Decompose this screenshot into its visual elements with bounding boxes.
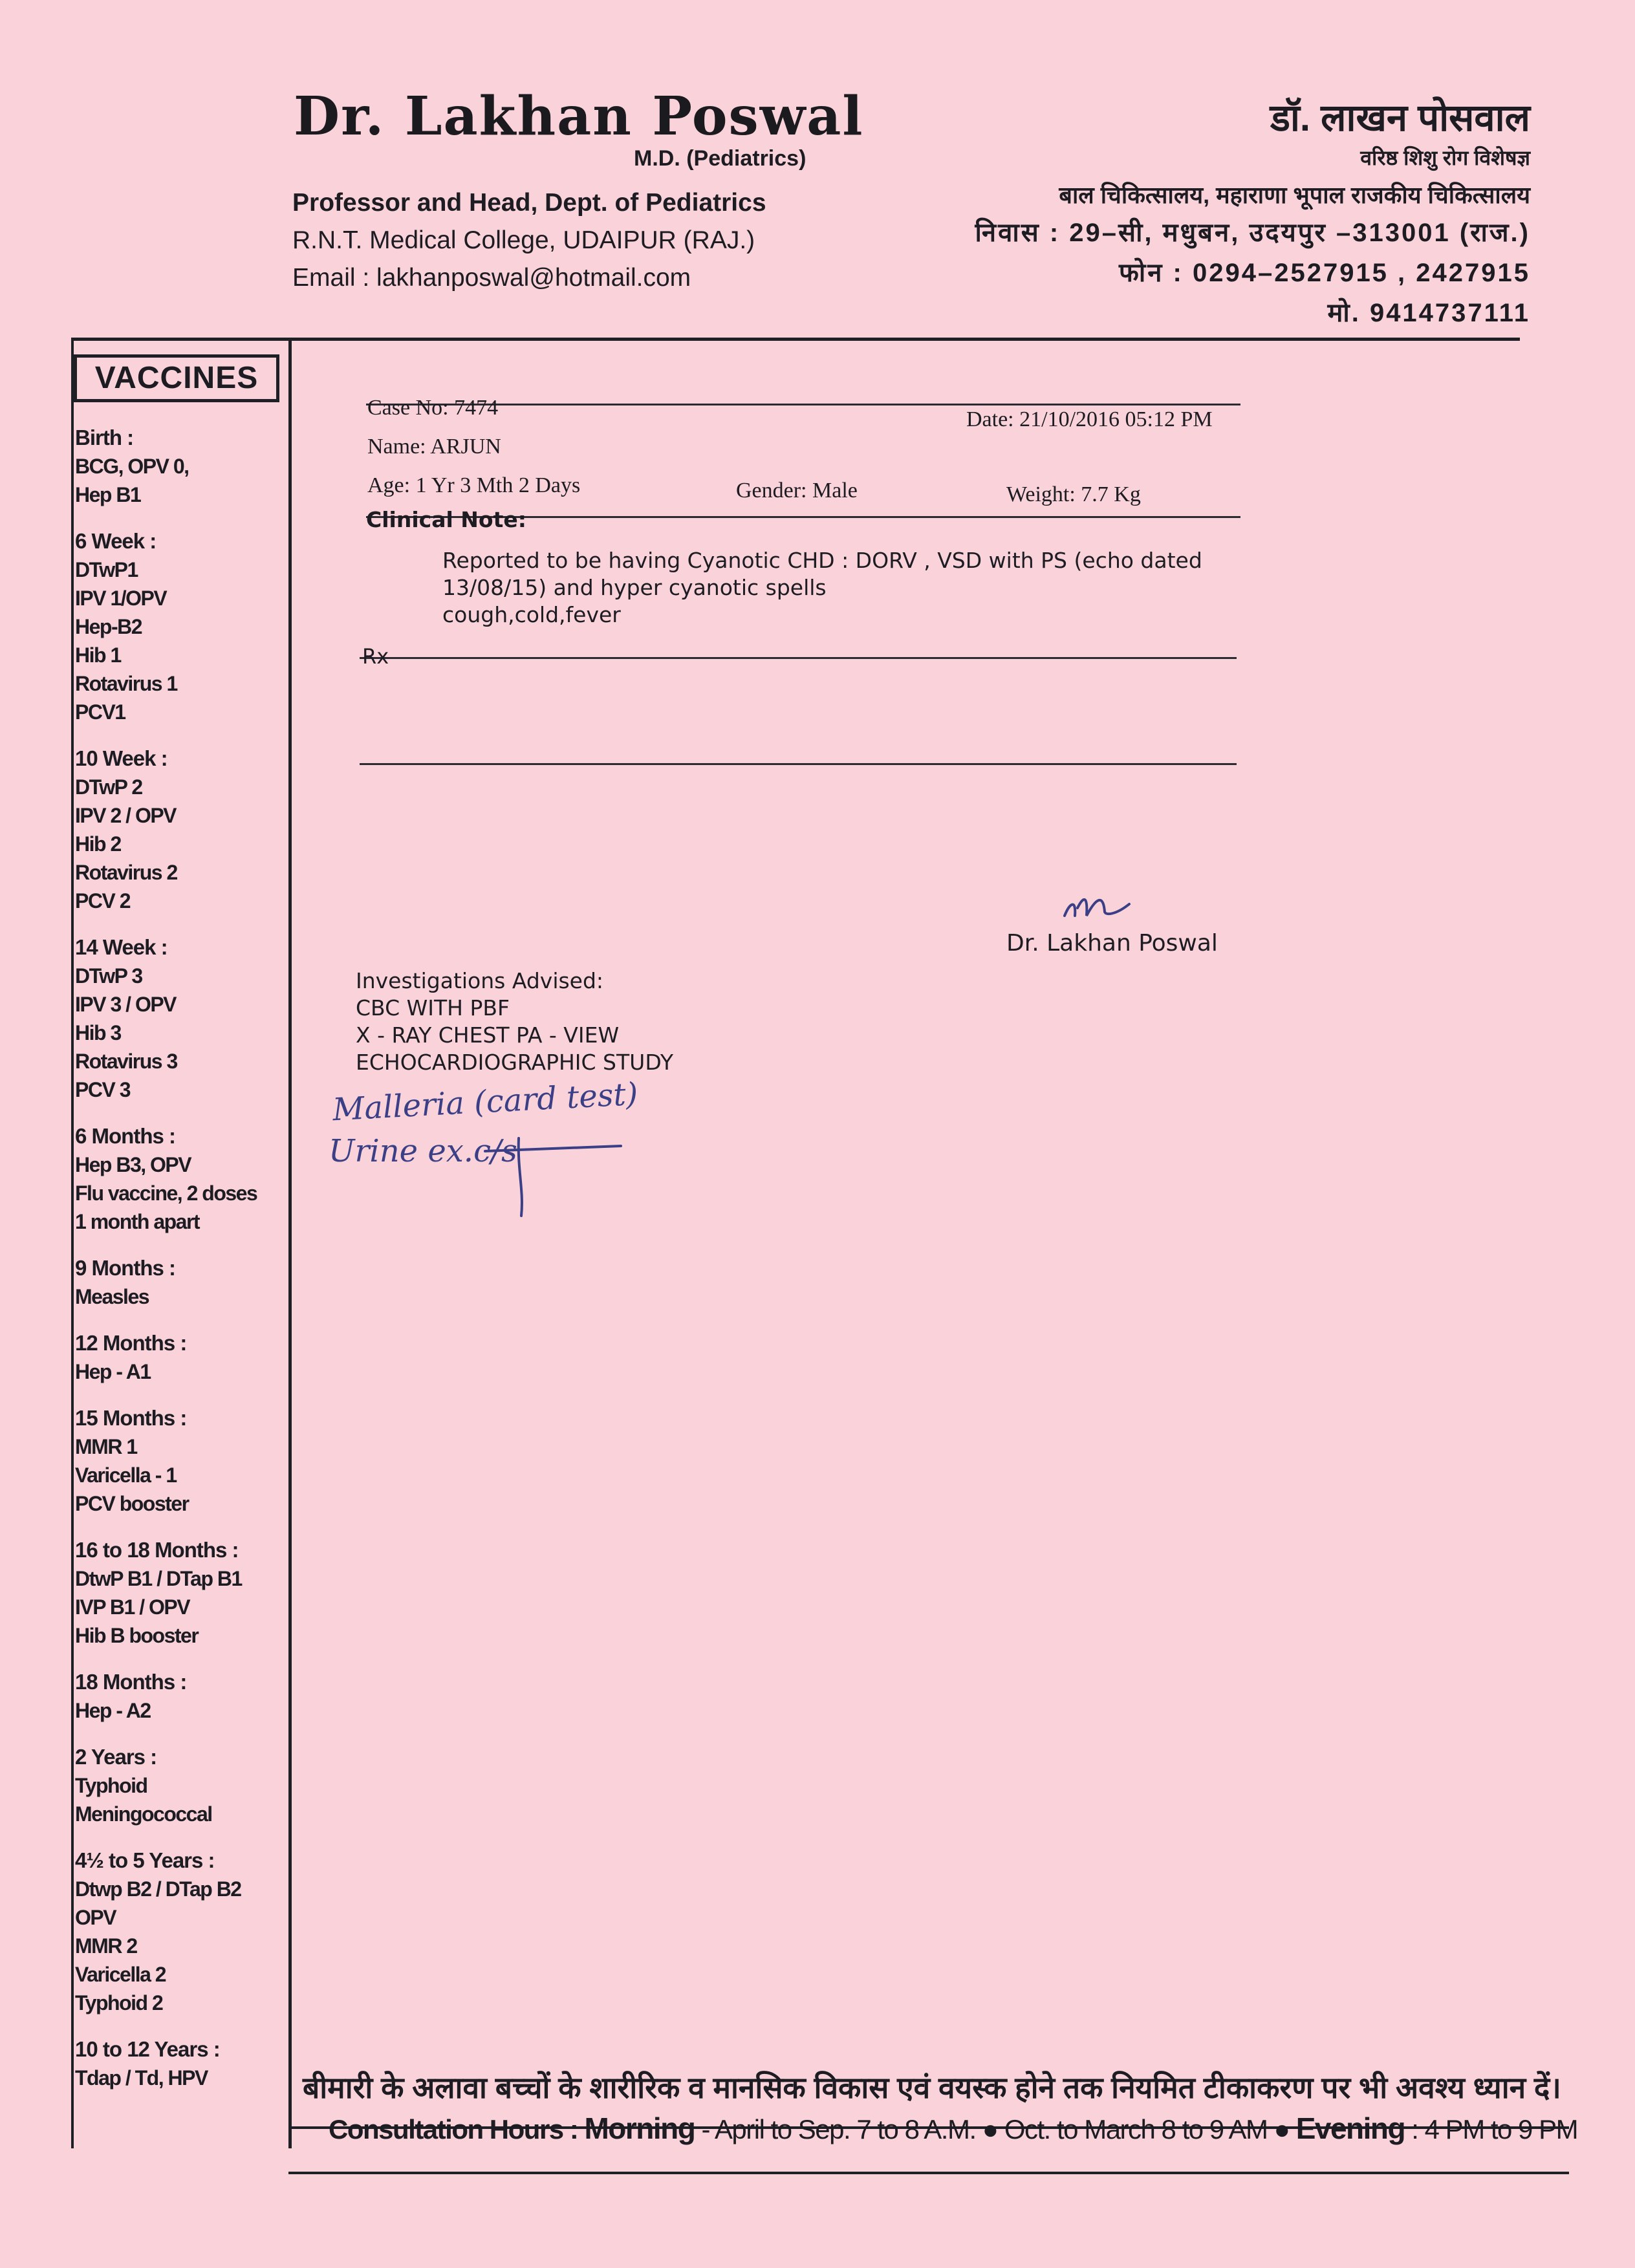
vaccine-item: IVP B1 / OPV [75, 1595, 190, 1619]
vaccine-item: Meningococcal [75, 1802, 212, 1826]
vaccine-item: IPV 1/OPV [75, 587, 167, 610]
sidebar-left-border [71, 338, 74, 2148]
hours-label: Consultation Hours : [329, 2114, 578, 2144]
vaccine-item: Rotavirus 1 [75, 672, 177, 695]
vaccine-item: Hep - A2 [75, 1699, 151, 1722]
vaccine-item: Tdap / Td, HPV [75, 2066, 208, 2090]
vaccine-item: PCV booster [75, 1492, 189, 1515]
vaccine-item: Rotavirus 3 [75, 1050, 177, 1073]
pen-stroke [479, 1099, 627, 1222]
vaccine-item: Hep B1 [75, 483, 141, 506]
vaccine-item: Hib B booster [75, 1624, 199, 1647]
signature-name: Dr. Lakhan Poswal [1006, 930, 1218, 956]
vaccine-schedule-list [75, 424, 288, 2110]
investigation-item: CBC WITH PBF [356, 995, 510, 1021]
clinical-note-rule [360, 657, 1237, 659]
doctor-email: Email : lakhanposwal@hotmail.com [292, 264, 691, 292]
vaccine-age-heading: 9 Months : [75, 1256, 175, 1280]
vaccine-item: Hep - A1 [75, 1360, 151, 1383]
sidebar-right-border [288, 338, 292, 2148]
vaccine-age-heading: 6 Months : [75, 1124, 175, 1148]
clinical-note-line: cough,cold,fever [442, 602, 621, 627]
vaccine-item: Measles [75, 1285, 149, 1308]
clinical-note-line: Reported to be having Cyanotic CHD : DORV , VSD with PS (echo dated [442, 548, 1202, 573]
consultation-hours [329, 2111, 1577, 2146]
patient-gender: Gender: Male [736, 479, 858, 502]
vaccine-age-heading: Birth : [75, 426, 134, 449]
vaccine-age-heading: 16 to 18 Months : [75, 1538, 239, 1562]
vaccine-item: Hep-B2 [75, 615, 142, 638]
vaccine-group [75, 933, 288, 1104]
vaccine-item: MMR 1 [75, 1435, 137, 1458]
doctor-position: Professor and Head, Dept. of Pediatrics [292, 189, 766, 217]
hindi-hospital: बाल चिकित्सालय, महाराणा भूपाल राजकीय चिकित्सालय [1059, 182, 1530, 208]
handwritten-investigation: Malleria (card test) [331, 1075, 639, 1129]
hindi-address: निवास : 29–सी, मधुबन, उदयपुर –313001 (राज.) [975, 219, 1530, 247]
vaccine-age-heading: 12 Months : [75, 1331, 187, 1355]
vaccine-item: Hib 3 [75, 1021, 121, 1044]
evening-hours: : 4 PM to 9 PM [1405, 2114, 1578, 2144]
vaccine-item: Dtwp B2 / DTap B2 [75, 1877, 241, 1901]
vaccine-group [75, 1329, 288, 1386]
hindi-phone: फोन : 0294–2527915 , 2427915 [1119, 259, 1530, 287]
vaccine-item: PCV 2 [75, 889, 130, 913]
doctor-degree: M.D. (Pediatrics) [634, 146, 807, 171]
hindi-title: वरिष्ठ शिशु रोग विशेषज्ञ [1360, 146, 1530, 169]
signature-mark [1058, 890, 1136, 929]
vaccine-group [75, 1536, 288, 1650]
vaccine-item: PCV1 [75, 700, 125, 724]
hindi-mobile: मो. 9414737111 [1327, 299, 1530, 327]
vaccine-item: 1 month apart [75, 1210, 200, 1233]
vaccine-group [75, 1668, 288, 1725]
hindi-doctor-name: डॉ. लाखन पोसवाल [1270, 97, 1530, 139]
vaccine-group [75, 1743, 288, 1828]
vaccine-group [75, 424, 288, 509]
vaccine-item: BCG, OPV 0, [75, 455, 189, 478]
vaccine-item: Hib 1 [75, 643, 121, 667]
vaccine-item: Typhoid 2 [75, 1991, 163, 2014]
morning-hours: - April to Sep. 7 to 8 A.M. ● Oct. to March 8 to 9 AM ● [695, 2114, 1296, 2144]
vaccine-item: Hib 2 [75, 832, 121, 856]
doctor-name: Dr. Lakhan Poswal [294, 85, 864, 147]
footer-hindi-note: बीमारी के अलावा बच्चों के शारीरिक व मानसिक विकास एवं वयस्क होने तक नियमित टीकाकरण पर भी अवश्य ध्यान दें। [303, 2071, 1561, 2104]
vaccine-item: OPV [75, 1906, 116, 1929]
investigations-label: Investigations Advised: [356, 968, 604, 993]
vaccine-group [75, 1846, 288, 2017]
vaccine-item: Rotavirus 2 [75, 861, 177, 884]
investigation-item: X - RAY CHEST PA - VIEW [356, 1022, 620, 1048]
vaccine-group [75, 744, 288, 915]
vaccine-item: MMR 2 [75, 1934, 137, 1958]
vaccine-item: Hep B3, OPV [75, 1153, 191, 1176]
vaccine-item: DtwP B1 / DTap B1 [75, 1567, 242, 1590]
vaccine-age-heading: 10 Week : [75, 746, 168, 770]
vaccine-age-heading: 4½ to 5 Years : [75, 1848, 215, 1872]
evening-label: Evening [1295, 2111, 1405, 2145]
vaccine-item: DTwP 2 [75, 775, 142, 799]
patient-weight: Weight: 7.7 Kg [1006, 482, 1141, 506]
vaccine-age-heading: 18 Months : [75, 1670, 187, 1694]
vaccine-group [75, 1404, 288, 1518]
vaccine-group [75, 2035, 288, 2092]
visit-date: Date: 21/10/2016 05:12 PM [966, 407, 1213, 431]
case-number: Case No: 7474 [367, 396, 499, 420]
vaccines-title: VACCINES [74, 354, 279, 402]
vaccine-group [75, 1254, 288, 1311]
vaccine-age-heading: 2 Years : [75, 1745, 157, 1769]
vaccine-age-heading: 10 to 12 Years : [75, 2037, 220, 2061]
footer-divider-bottom [288, 2172, 1569, 2174]
vaccine-item: IPV 3 / OPV [75, 993, 177, 1016]
investigation-item: ECHOCARDIOGRAPHIC STUDY [356, 1050, 674, 1075]
doctor-college: R.N.T. Medical College, UDAIPUR (RAJ.) [292, 226, 755, 254]
vaccine-age-heading: 6 Week : [75, 529, 157, 553]
vaccine-item: DTwP1 [75, 558, 138, 581]
investigations-block [356, 967, 673, 1076]
patient-name: Name: ARJUN [367, 435, 501, 459]
handwritten-investigation: Urine ex.c/s [329, 1133, 517, 1169]
vaccine-item: DTwP 3 [75, 964, 142, 988]
clinical-note-label: Clinical Note: [366, 507, 526, 532]
vaccine-item: PCV 3 [75, 1078, 130, 1101]
vaccine-age-heading: 14 Week : [75, 935, 168, 959]
vaccine-item: IPV 2 / OPV [75, 804, 177, 827]
clinical-note-text [442, 547, 1251, 629]
rx-rule [360, 763, 1237, 765]
vaccine-item: Typhoid [75, 1774, 147, 1797]
vaccine-item: Varicella - 1 [75, 1463, 177, 1487]
vaccine-age-heading: 15 Months : [75, 1406, 187, 1430]
vaccine-item: Flu vaccine, 2 doses [75, 1182, 257, 1205]
vaccine-group [75, 527, 288, 726]
vaccine-item: Varicella 2 [75, 1963, 166, 1986]
clinical-note-line: 13/08/15) and hyper cyanotic spells [442, 575, 827, 600]
rx-label: Rx [362, 644, 389, 669]
morning-label: Morning [584, 2111, 695, 2145]
patient-age: Age: 1 Yr 3 Mth 2 Days [367, 473, 581, 497]
vaccine-group [75, 1122, 288, 1236]
